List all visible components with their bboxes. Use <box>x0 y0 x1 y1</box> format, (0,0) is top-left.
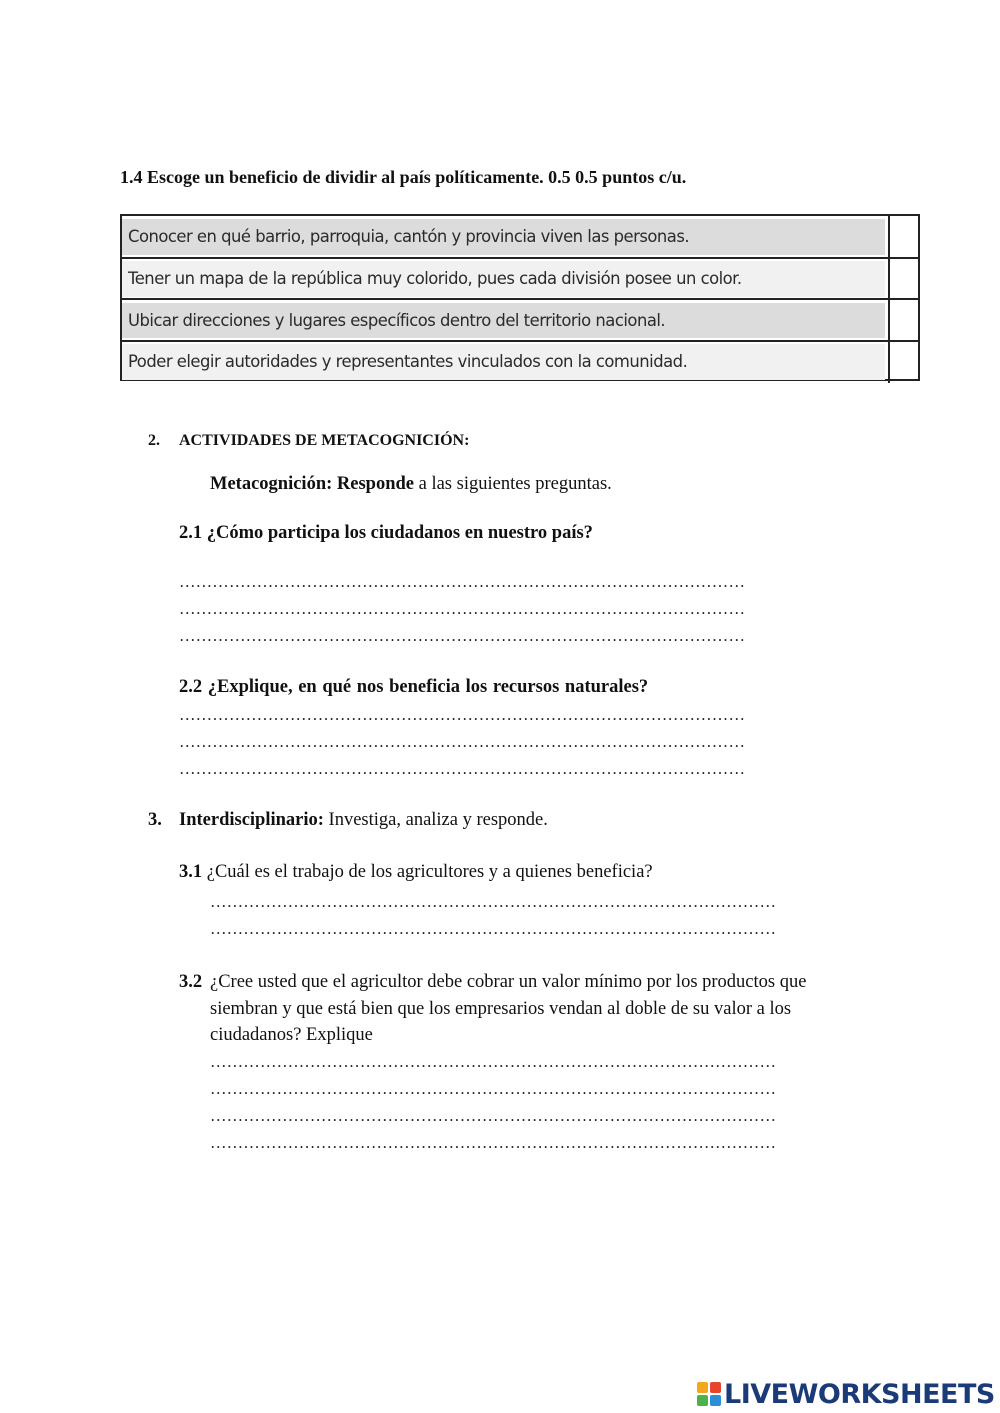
section-3-heading <box>148 810 548 831</box>
answer-line[interactable]: ………………………………………………………………………………………… <box>179 705 746 724</box>
option-text: Tener un mapa de la república muy colorido, pues cada división posee un color. <box>122 261 885 297</box>
instruction-bold: Metacognición: Responde <box>210 474 414 494</box>
question-text: ¿Cuál es el trabajo de los agricultores y a quienes beneficia? <box>202 862 653 882</box>
section-number: 2. <box>148 432 160 449</box>
answer-line[interactable]: ………………………………………………………………………………………… <box>210 892 777 911</box>
section-number: 3. <box>148 810 162 830</box>
option-checkbox[interactable] <box>890 258 918 300</box>
question-text: ¿Cree usted que el agricultor debe cobrar un valor mínimo por los productos que siembran y que está bien que los empresarios vendan al doble de su valor a los ciudadanos? Explique <box>210 972 807 1045</box>
option-text: Ubicar direcciones y lugares específicos dentro del territorio nacional. <box>122 303 885 339</box>
option-row <box>122 216 918 258</box>
answer-line[interactable]: ………………………………………………………………………………………… <box>210 1133 777 1152</box>
question-1-4: 1.4 Escoge un beneficio de dividir al país políticamente. 0.5 0.5 puntos c/u. <box>120 167 687 187</box>
liveworksheets-logo <box>697 1377 995 1411</box>
question-number: 3.2 <box>179 972 203 992</box>
answer-line[interactable]: ………………………………………………………………………………………… <box>179 599 746 618</box>
option-checkbox[interactable] <box>890 300 918 342</box>
answer-line[interactable]: ………………………………………………………………………………………… <box>179 759 746 778</box>
answer-line[interactable]: ………………………………………………………………………………………… <box>179 626 746 645</box>
section-2-heading <box>148 432 469 450</box>
answer-line[interactable]: ………………………………………………………………………………………… <box>210 1106 777 1125</box>
question-number: 3.1 <box>179 862 203 882</box>
question-2-2: 2.2 ¿Explique, en qué nos beneficia los recursos naturales? <box>179 677 649 697</box>
answer-line[interactable]: ………………………………………………………………………………………… <box>179 572 746 591</box>
metacognition-instruction <box>210 474 612 495</box>
question-3-1 <box>179 862 653 883</box>
option-row <box>122 300 918 342</box>
question-2-1: 2.1 ¿Cómo participa los ciudadanos en nuestro país? <box>179 523 593 543</box>
option-text: Conocer en qué barrio, parroquia, cantón y provincia viven las personas. <box>122 219 885 255</box>
options-table <box>120 214 920 381</box>
question-3-2 <box>179 969 879 1049</box>
logo-icon <box>697 1382 721 1406</box>
section-title-bold: Interdisciplinario: <box>179 810 324 830</box>
instruction-rest: a las siguientes preguntas. <box>414 474 612 494</box>
answer-line[interactable]: ………………………………………………………………………………………… <box>179 732 746 751</box>
section-title-rest: Investiga, analiza y responde. <box>323 810 548 830</box>
option-row <box>122 341 918 383</box>
answer-line[interactable]: ………………………………………………………………………………………… <box>210 1052 777 1071</box>
option-text: Poder elegir autoridades y representantes vinculados con la comunidad. <box>122 344 885 380</box>
section-title: ACTIVIDADES DE METACOGNICIÓN: <box>179 432 470 449</box>
logo-text: LIVEWORKSHEETS <box>724 1378 995 1410</box>
option-checkbox[interactable] <box>890 216 918 258</box>
option-checkbox[interactable] <box>890 341 918 383</box>
answer-line[interactable]: ………………………………………………………………………………………… <box>210 919 777 938</box>
answer-line[interactable]: ………………………………………………………………………………………… <box>210 1079 777 1098</box>
option-row <box>122 258 918 300</box>
